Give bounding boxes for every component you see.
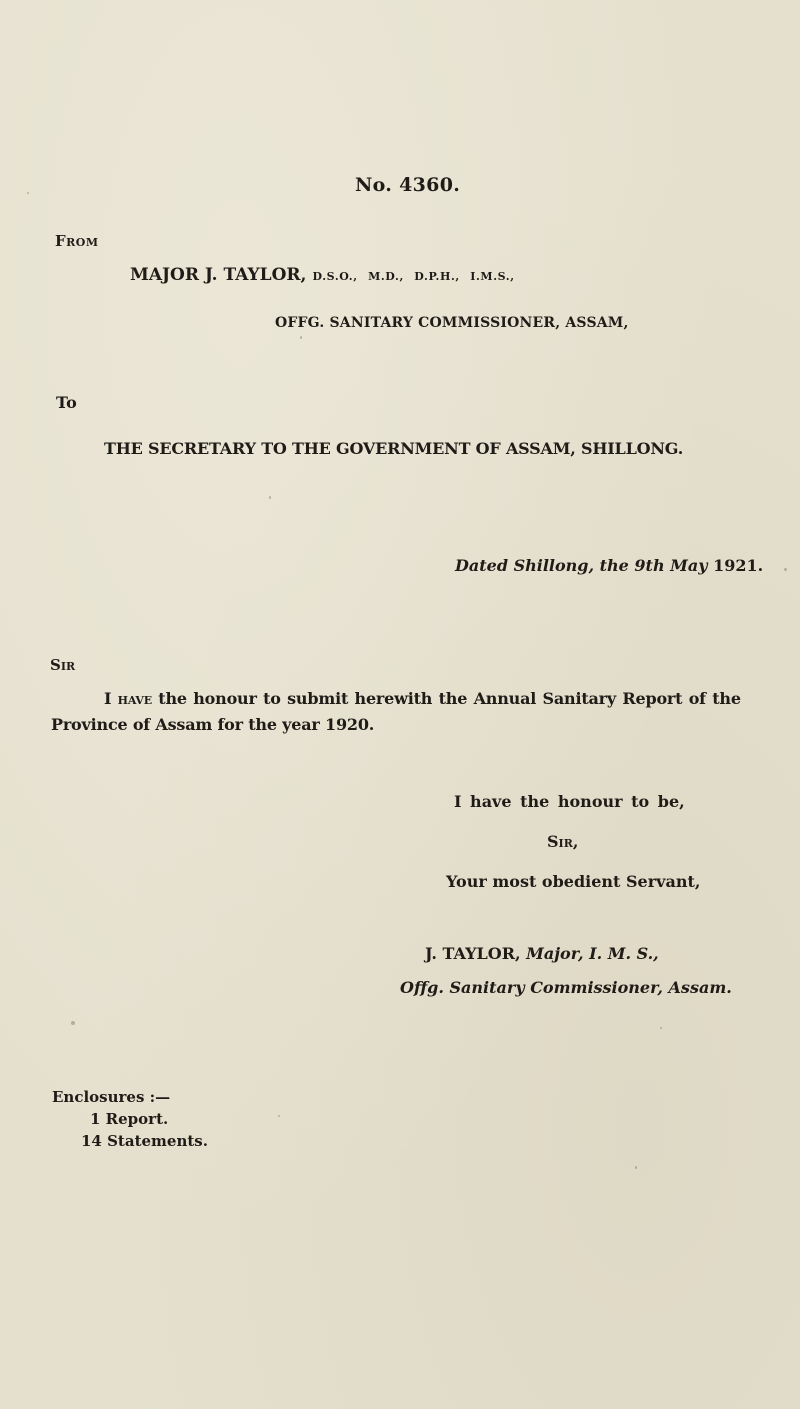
paper-speck [660, 1027, 662, 1029]
paper-speck [278, 1115, 280, 1117]
sender-qualifications: D.S.O., M.D., D.P.H., I.M.S., [312, 270, 515, 283]
to-label: To [56, 393, 77, 412]
paper-speck [269, 496, 271, 499]
closing-line-1: I have the honour to be, [454, 792, 685, 811]
enclosure-item: 14 Statements. [81, 1132, 208, 1150]
sender-name: MAJOR J. TAYLOR, [130, 265, 307, 285]
sender-title: OFFG. SANITARY COMMISSIONER, ASSAM, [275, 315, 629, 331]
signature-title: Offg. Sanitary Commissioner, Assam. [400, 978, 732, 997]
signature-name: J. TAYLOR, [425, 944, 521, 963]
paper-speck [71, 1021, 75, 1025]
body-line-2: Province of Assam for the year 1920. [51, 715, 375, 734]
date-day: the 9th May [599, 556, 708, 575]
sender-line [130, 265, 515, 285]
body-line-1-text: the honour to submit herewith the Annual Sanitary Report of the [151, 689, 741, 708]
paper-speck [784, 568, 787, 571]
body-opening-word: I have [104, 689, 152, 708]
recipient: THE SECRETARY TO THE GOVERNMENT OF ASSAM, SHILLONG. [104, 439, 684, 458]
closing-line-3: Your most obedient Servant, [446, 872, 701, 891]
paper-speck [300, 336, 302, 339]
document-number: No. 4360. [355, 174, 461, 196]
salutation: Sir [50, 656, 76, 674]
signature-rank: Major, I. M. S., [526, 944, 659, 963]
enclosure-item: 1 Report. [90, 1110, 169, 1128]
date-year: 1921. [713, 556, 764, 575]
date-place: Dated Shillong, [455, 556, 595, 575]
paper-speck [635, 1166, 637, 1169]
paper-speck [27, 192, 29, 194]
date-line [455, 556, 763, 575]
from-label: From [55, 232, 99, 250]
signature-line [425, 944, 659, 963]
closing-line-2: Sir, [547, 832, 579, 851]
body-line-1 [104, 689, 741, 708]
enclosures-label: Enclosures :— [52, 1088, 171, 1106]
